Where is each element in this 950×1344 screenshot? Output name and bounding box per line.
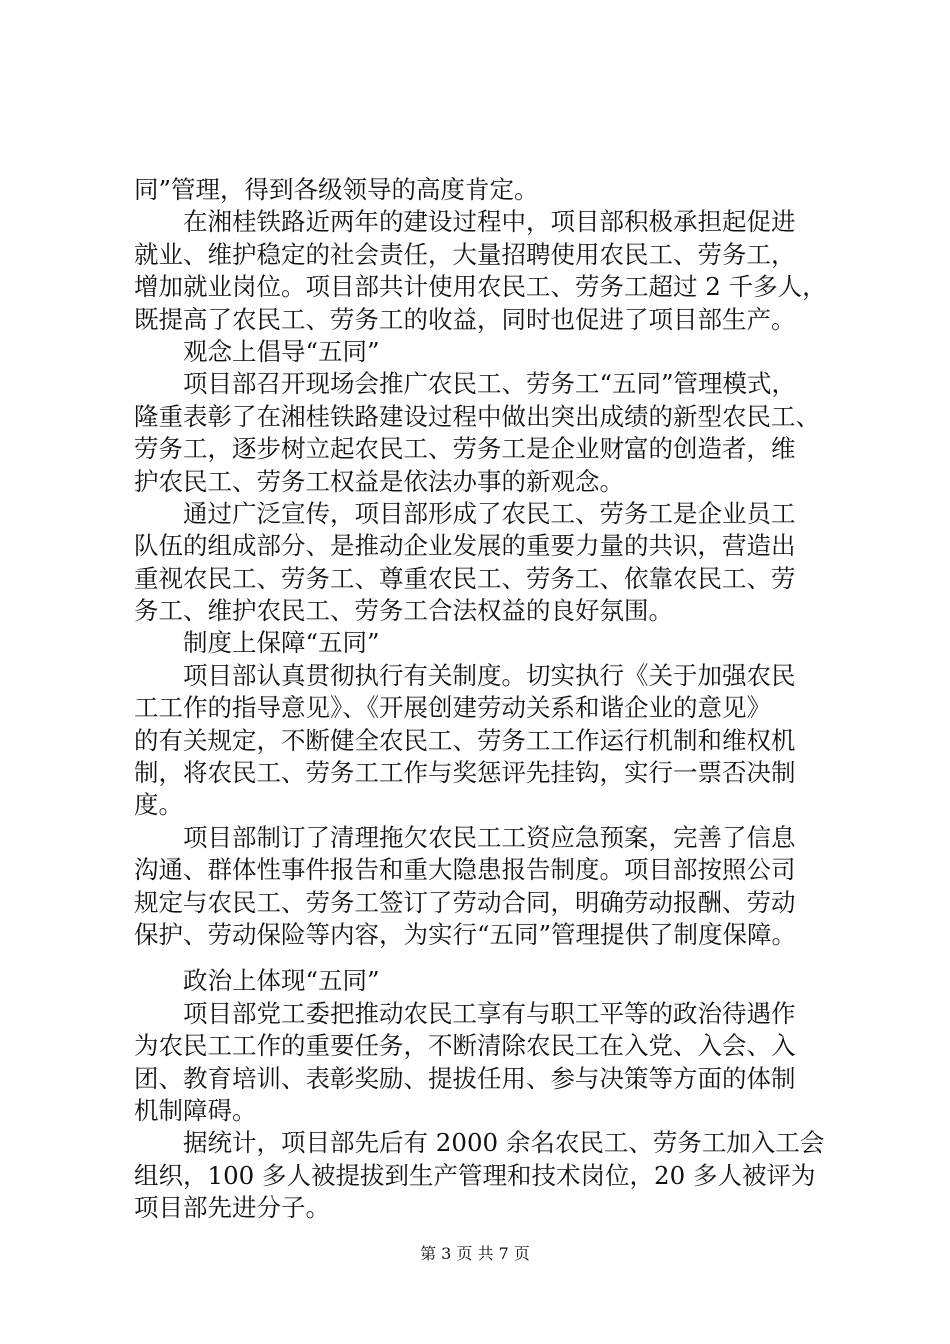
page-footer: 第 3 页 共 7 页 [420, 1244, 530, 1263]
section-heading [134, 965, 846, 997]
text-line: 劳务工，逐步树立起农民工、劳务工是企业财富的创造者，维 [134, 434, 796, 464]
paragraph [134, 822, 846, 952]
paragraph [134, 174, 846, 206]
text-line: 制，将农民工、劳务工工作与奖惩评先挂钩，实行一票否决制 [134, 758, 796, 788]
text-line: 项目部制订了清理拖欠农民工工资应急预案，完善了信息 [183, 822, 796, 852]
text-line: 团、教育培训、表彰奖励、提拔任用、参与决策等方面的体制 [134, 1063, 796, 1093]
text-line: 组织，100 多人被提拔到生产管理和技术岗位，20 多人被评为 [134, 1160, 816, 1190]
text-line: 通过广泛宣传，项目部形成了农民工、劳务工是企业员工 [183, 498, 796, 528]
text-line: 同”管理，得到各级领导的高度肯定。 [134, 175, 539, 204]
text-line: 的有关规定，不断健全农民工、劳务工工作运行机制和维权机 [134, 725, 796, 755]
text-line: 项目部先进分子。 [134, 1193, 330, 1223]
paragraph [134, 206, 846, 336]
section-heading [134, 336, 846, 368]
text-line: 护农民工、劳务工权益是依法办事的新观念。 [134, 466, 624, 496]
document-body [134, 174, 846, 1225]
text-line: 增加就业岗位。项目部共计使用农民工、劳务工超过 2 千多人， [134, 272, 827, 302]
heading-line: 制度上保障“五同” [183, 628, 380, 658]
paragraph [134, 1127, 846, 1224]
text-line: 据统计，项目部先后有 2000 余名农民工、劳务工加入工会 [183, 1128, 825, 1158]
text-line: 重视农民工、劳务工、尊重农民工、劳务工、依靠农民工、劳 [134, 563, 796, 593]
paragraph [134, 660, 846, 822]
paragraph [134, 368, 846, 498]
text-line: 机制障碍。 [134, 1095, 257, 1125]
text-line: 就业、维护稳定的社会责任，大量招聘使用农民工、劳务工， [134, 239, 796, 269]
text-line: 既提高了农民工、劳务工的收益，同时也促进了项目部生产。 [134, 304, 796, 334]
text-line: 隆重表彰了在湘桂铁路建设过程中做出突出成绩的新型农民工、 [134, 401, 820, 431]
text-line: 为农民工工作的重要任务，不断清除农民工在入党、入会、入 [134, 1031, 796, 1061]
heading-line: 政治上体现“五同” [183, 966, 380, 996]
paragraph [134, 998, 846, 1128]
text-line: 队伍的组成部分、是推动企业发展的重要力量的共识，营造出 [134, 531, 796, 561]
text-line: 规定与农民工、劳务工签订了劳动合同，明确劳动报酬、劳动 [134, 887, 796, 917]
text-line: 项目部召开现场会推广农民工、劳务工“五同”管理模式， [183, 369, 797, 399]
text-line: 项目部党工委把推动农民工享有与职工平等的政治待遇作 [183, 998, 796, 1028]
text-line: 度。 [134, 790, 183, 820]
text-line: 工工作的指导意见》、《开展创建劳动关系和谐企业的意见》 [134, 693, 771, 723]
text-line: 项目部认真贯彻执行有关制度。切实执行《关于加强农民 [183, 660, 796, 690]
text-line: 保护、劳动保险等内容，为实行“五同”管理提供了制度保障。 [134, 919, 797, 949]
text-line: 在湘桂铁路近两年的建设过程中，项目部积极承担起促进 [183, 207, 796, 237]
paragraph [134, 498, 846, 628]
section-heading [134, 627, 846, 659]
heading-line: 观念上倡导“五同” [183, 336, 380, 366]
text-line: 沟通、群体性事件报告和重大隐患报告制度。项目部按照公司 [134, 855, 796, 885]
text-line: 务工、维护农民工、劳务工合法权益的良好氛围。 [134, 596, 673, 626]
